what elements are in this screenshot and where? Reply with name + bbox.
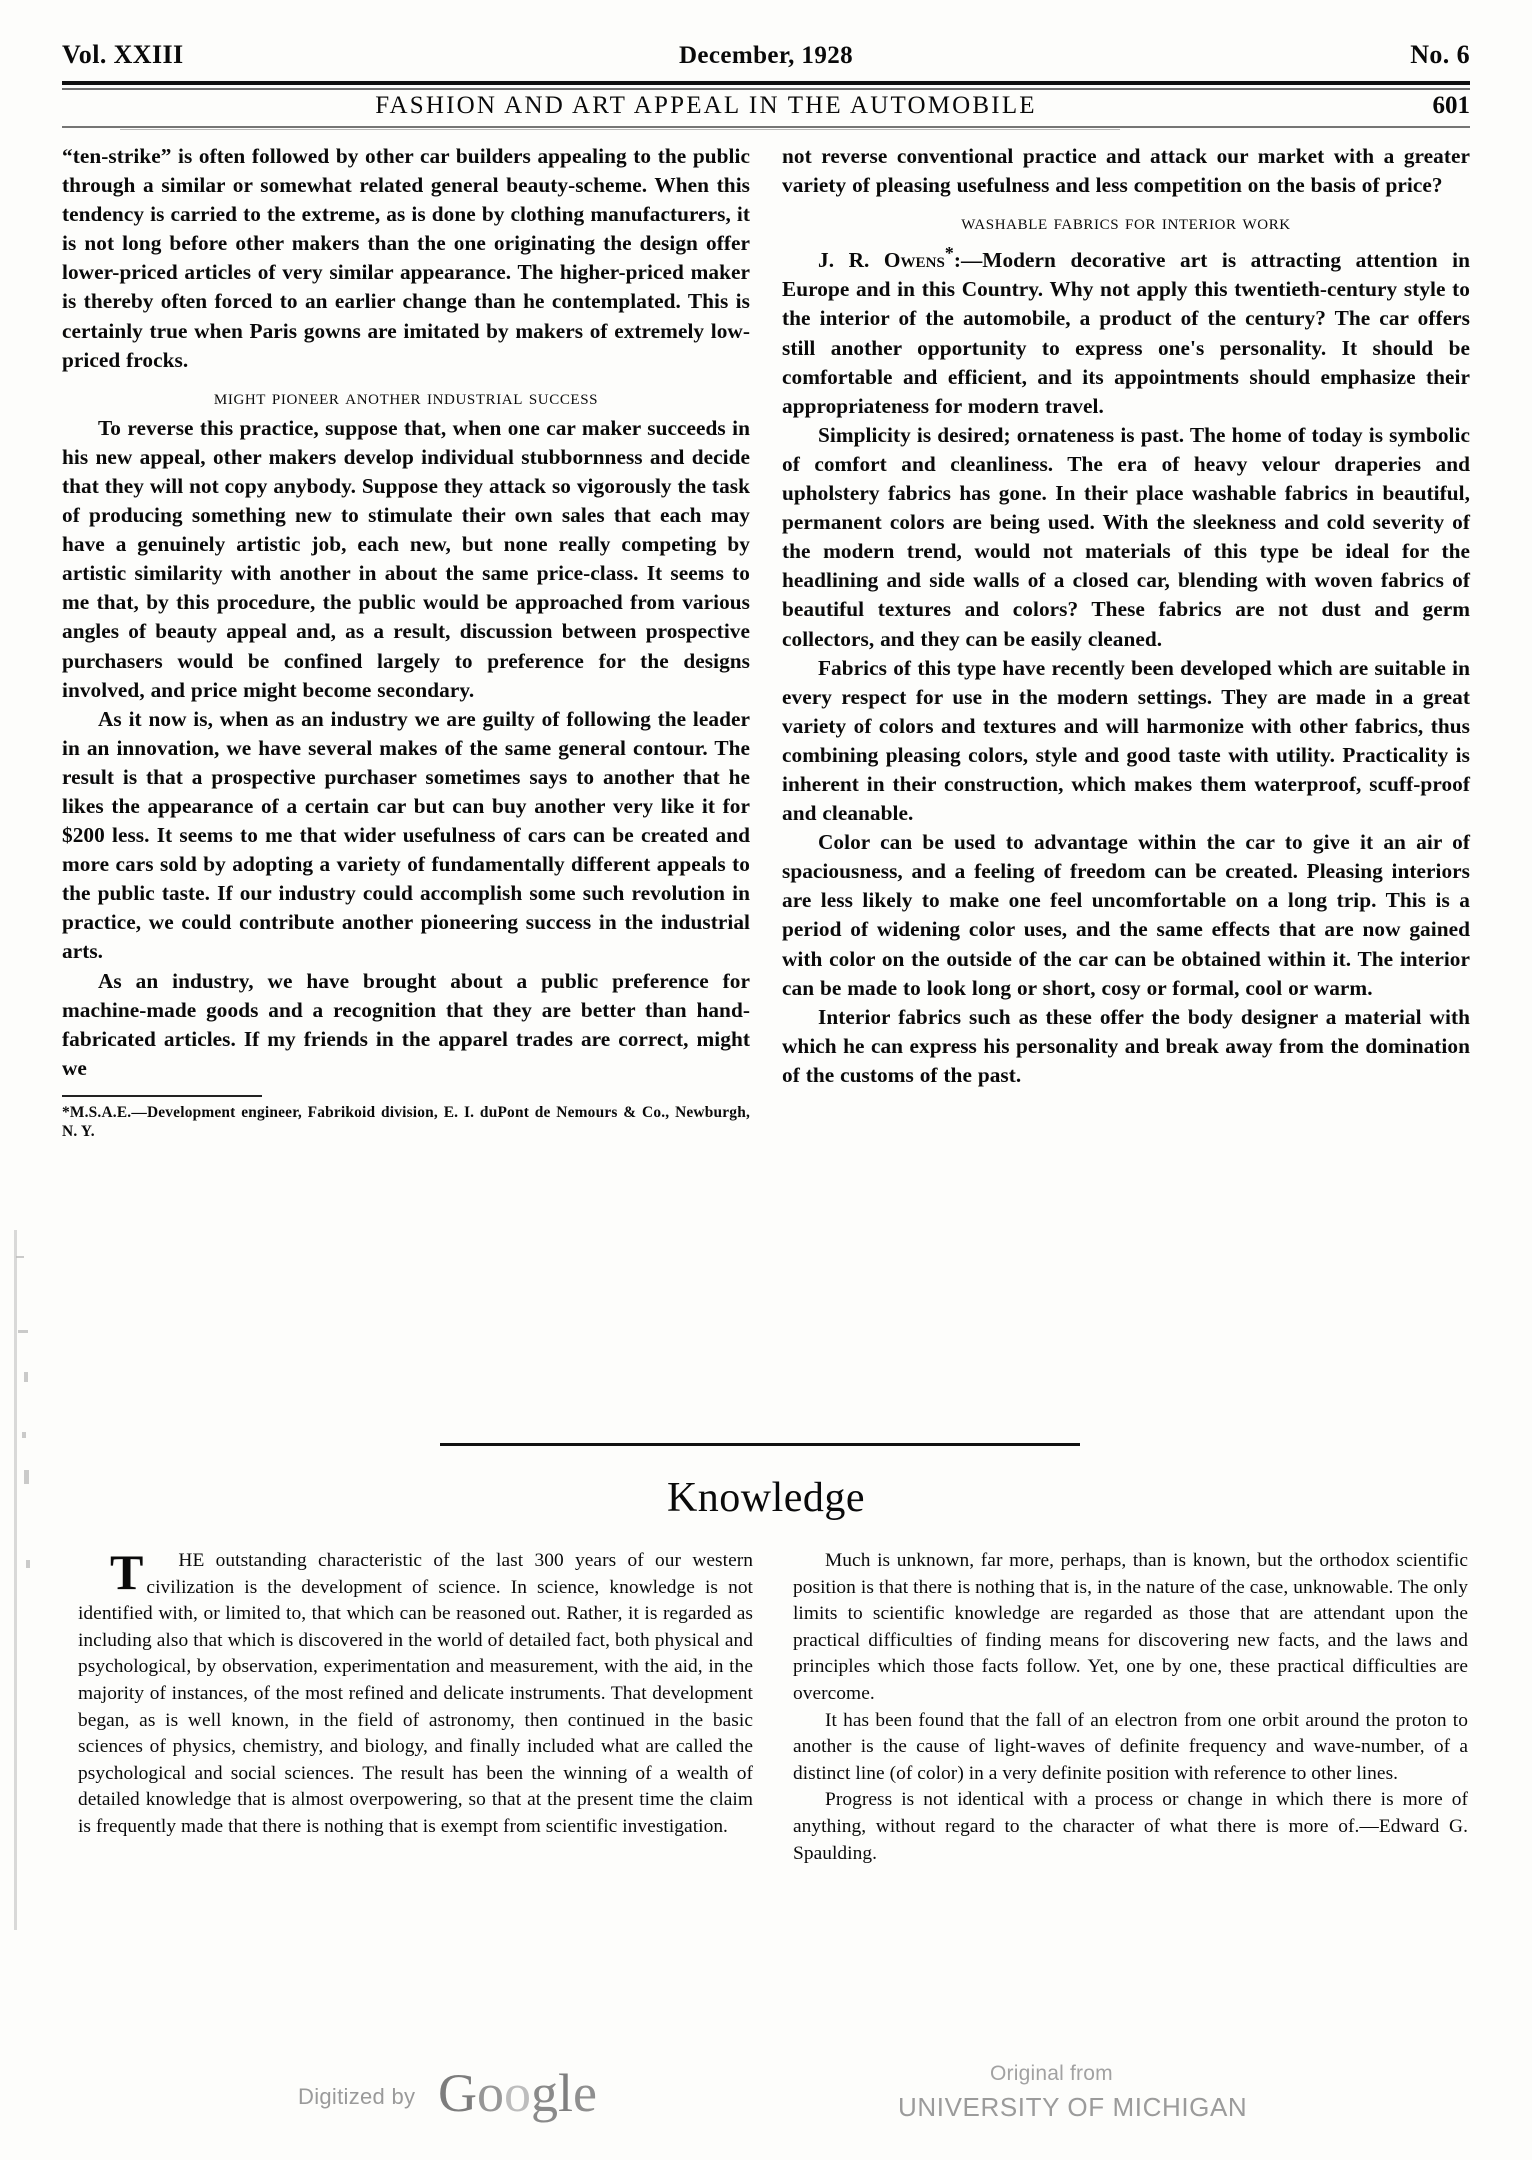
paragraph: Progress is not identical with a process or change in which there is more of anything, without regard to the character of what there is more of.—Edward G. Spaulding. (793, 1789, 1468, 1864)
knowledge-title: Knowledge (666, 1475, 866, 1521)
running-head-rule (62, 126, 1470, 128)
author-byline: J. R. Owens (818, 248, 945, 273)
google-logo: Google (438, 2063, 597, 2123)
masthead-rule-thick (62, 81, 1470, 85)
footnote: *M.S.A.E.—Development engineer, Fabrikoid division, E. I. duPont de Nemours & Co., Newburgh, N. Y. (62, 1103, 750, 1140)
footnote-marker: * (944, 243, 954, 264)
paragraph: Color can be used to advantage within the car to give it an air of spaciousness, and a feeling of freedom can be created. Pleasing interiors are less likely to make one feel uncomfortable on a long trip. This is a period of widening color uses, and the same effects that are now gained with color on the outside of the car can be obtained within it. The interior can be made to look long or short, cosy or formal, cool or warm. (782, 830, 1470, 1000)
section-divider-rule (440, 1443, 1080, 1446)
article-columns (62, 142, 1470, 1141)
scan-speck (24, 1470, 29, 1484)
paragraph: Much is unknown, far more, perhaps, than is known, but the orthodox scientific position is that there is nothing that is, in the nature of the case, unknowable. The only limits to scientific knowledge are regarded as those that are attendant upon the practical difficulties of finding means for discovering new facts, and the laws and principles which those facts follow. Yet, one by one, these practical difficulties are overcome. (793, 1550, 1468, 1704)
footnote-rule (62, 1095, 262, 1097)
knowledge-columns (78, 1544, 1468, 1867)
masthead-rule-thin (62, 88, 1470, 90)
paragraph: Fabrics of this type have recently been developed which are suitable in every respect for use in the modern settings. They are made in a great variety of colors and textures and will harmonize with other fabrics, thus combining pleasing colors, style and good taste with utility. Practicality is inherent in their construction, which makes them waterproof, scuff-proof and cleanable. (782, 655, 1470, 826)
digitized-by-label: Digitized by (298, 2084, 416, 2109)
scan-speck (26, 1560, 30, 1568)
drop-cap: T (110, 1544, 144, 1600)
paragraph: As it now is, when as an industry we are guilty of following the leader in an innovation, we have several makes of the same general contour. The result is that a prospective purchaser sometimes says to another that he likes the appearance of a certain car but can buy another very like it for $200 less. It seems to me that wider usefulness of cars can be created and more cars sold by adopting a variety of fundamentally different appeals to the public taste. If our industry could accomplish some such revolution in practice, we could contribute another pioneering success in the industrial arts. (62, 706, 750, 964)
paragraph: not reverse conventional practice and attack our market with a greater variety of pleasing usefulness and less competition on the basis of price? (782, 144, 1470, 198)
paragraph: It has been found that the fall of an electron from one orbit around the proton to another is the cause of light-waves of definite frequency and wave-number, of a distinct line (of color) in a very definite position with reference to other lines. (793, 1709, 1468, 1784)
masthead (62, 40, 1470, 70)
issue-number: No. 6 (1410, 40, 1470, 69)
original-from-label: Original from (990, 2062, 1113, 2085)
paragraph: As an industry, we have brought about a public preference for machine-made goods and a recognition that they are better than hand-fabricated articles. If my friends in the apparel trades are correct, might we (62, 968, 750, 1080)
scan-speck (24, 1372, 28, 1382)
running-head-title: FASHION AND ART APPEAL IN THE AUTOMOBILE (375, 92, 1037, 119)
scan-edge-artifact (14, 1230, 17, 1930)
scan-speck (16, 1256, 24, 1258)
section-subhead: might pioneer another industrial success (213, 384, 599, 409)
paragraph: Interior fabrics such as these offer the body designer a material with which he can express his personality and break away from the domination of the customs of the past. (782, 1004, 1470, 1087)
institution-label: UNIVERSITY OF MICHIGAN (898, 2092, 1248, 2122)
article-left-column (62, 142, 750, 1141)
paragraph-text: HE outstanding characteristic of the last 300 years of our western civilization is the development of science. In science, knowledge is not identified with, or limited to, that which can be reasoned out. Rather, it is regarded as including also that which is discovered in the world of detailed fact, both physical and psychological, by observation, experimentation and measurement, with the aid, in the majority of instances, of the most refined and delicate instruments. That development began, as is well known, in the field of astronomy, then continued in the basic sciences of physics, chemistry, and biology, and finally included what are called the psychological and social sciences. The result has been the winning of a wealth of detailed knowledge that is almost overpowering, so that at the present time the claim is frequently made that there is nothing that is exempt from scientific investigation. (78, 1550, 753, 1837)
paragraph-with-byline (782, 239, 1470, 421)
knowledge-left-column (78, 1544, 753, 1867)
paragraph: Simplicity is desired; ornateness is past. The home of today is symbolic of comfort and cleanliness. The era of heavy velour draperies and upholstery fabrics has gone. In their place washable fabrics in beautiful, permanent colors are being used. With the sleekness and cold severity of the modern trend, would not materials of this type be ideal for the headlining and side walls of a closed car, blending with woven fabrics of beautiful textures and colors? These fabrics are not dust and germ collectors, and they can be easily cleaned. (782, 422, 1470, 651)
page-number: 601 (1432, 92, 1470, 119)
section-subhead: washable fabrics for interior work (961, 210, 1291, 235)
knowledge-right-column (793, 1548, 1468, 1867)
paragraph: “ten-strike” is often followed by other car builders appealing to the public through a similar or somewhat related general beauty-scheme. When this tendency is carried to the extreme, as is done by clothing manufacturers, it is not long before other makers than the one originating the design offer lower-priced articles of very similar appearance. The higher-priced maker is thereby often forced to an earlier change than he contemplated. This is certainly true when Paris gowns are imitated by makers of extremely low-priced frocks. (62, 144, 750, 372)
paragraph-with-dropcap (78, 1544, 753, 1841)
scan-speck (18, 1330, 28, 1333)
running-head (62, 92, 1470, 120)
paragraph-text: :—Modern decorative art is attracting attention in Europe and in this Country. Why not apply this twentieth-century style to the interior of the automobile, a product of the century? The car offers still another opportunity to express one's personality. It should be comfortable and efficient, and its appointments should emphasize their appropriateness for modern travel. (782, 248, 1471, 418)
issue-date: December, 1928 (678, 42, 854, 69)
scan-footer (0, 2044, 1532, 2144)
scan-speck (22, 1432, 26, 1438)
paragraph: To reverse this practice, suppose that, when one car maker succeeds in his new appeal, other makers develop individual stubbornness and decide that they will not copy anybody. Suppose they attack so vigorously the task of producing something new to stimulate their own sales that each may have a genuinely artistic job, each new, but none really competing by artistic similarity with another in about the same price-class. It seems to me that, by this procedure, the public would be approached from various angles of beauty appeal and, as a result, discussion between prospective purchasers would be confined largely to preference for the designs involved, and price might become secondary. (62, 415, 750, 702)
running-head-rule-secondary (120, 129, 1120, 130)
article-right-column (782, 142, 1470, 1141)
volume-label: Vol. XXIII (62, 40, 184, 69)
